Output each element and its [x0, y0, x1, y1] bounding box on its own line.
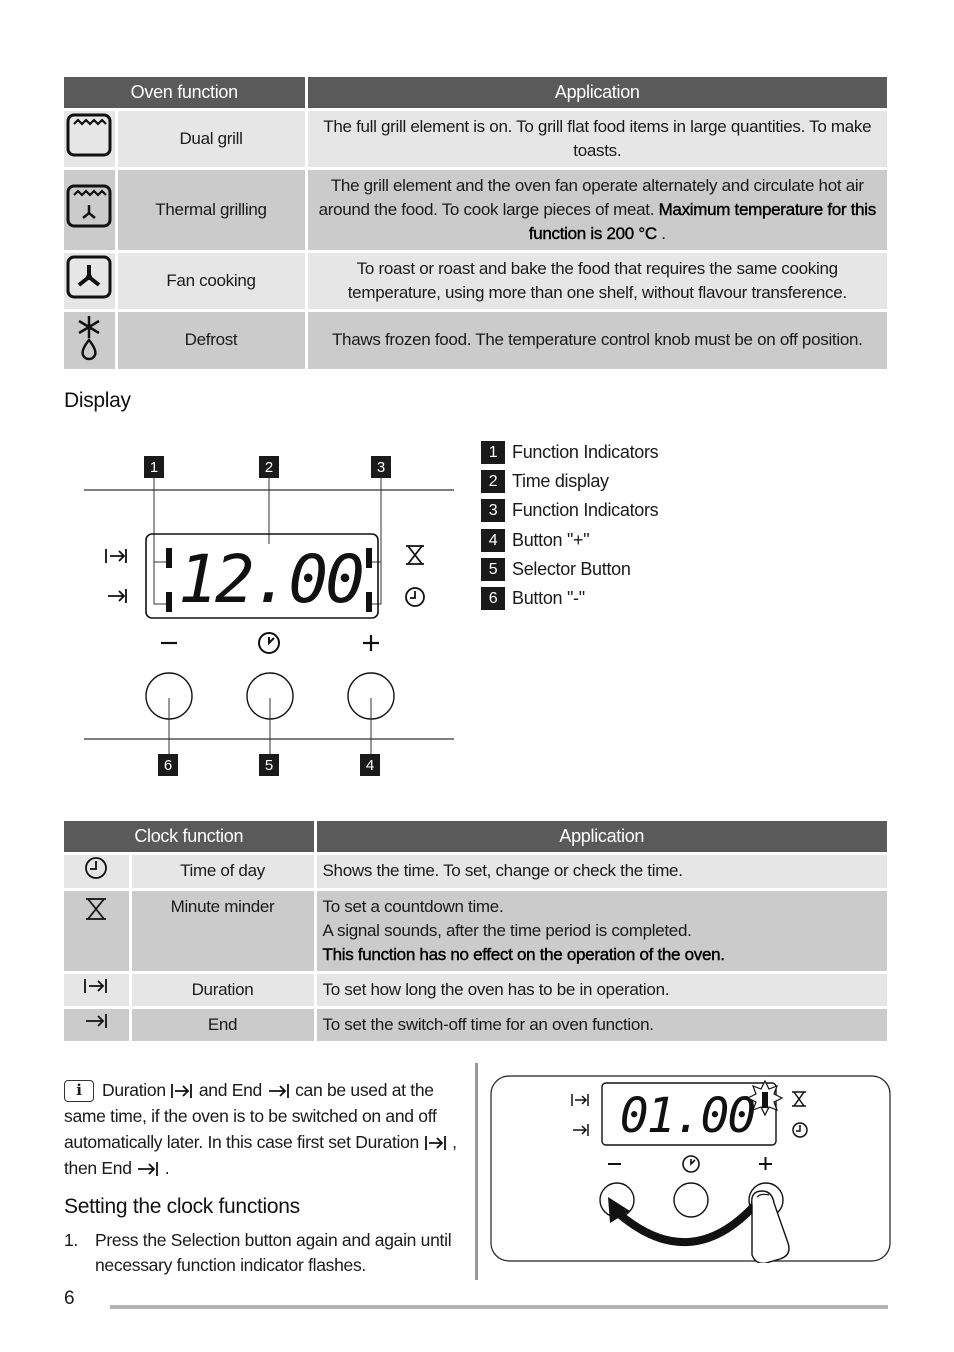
legend-item: 1 Function Indicators — [481, 438, 658, 467]
clock-function-application: To set how long the oven has to be in operation. — [315, 972, 887, 1007]
end-icon — [64, 1007, 130, 1041]
callout-label-6: 6 — [163, 757, 173, 774]
clock-function-name: Minute minder — [130, 889, 315, 972]
time-display: 12.00 — [178, 541, 362, 618]
legend-item: 3 Function Indicators — [481, 496, 658, 525]
oven-function-application: The grill element and the oven fan operate alternately and circulate hot air around the food. To cook large pieces of meat. Maximum temperature for this function is 200 °C . — [306, 168, 887, 251]
selector-icon — [259, 633, 279, 653]
oven-function-application: The full grill element is on. To grill flat food items in large quantities. To make toasts. — [306, 109, 887, 168]
oven-function-name: Dual grill — [116, 109, 306, 168]
oven-function-name: Thermal grilling — [116, 168, 306, 251]
oven-function-application: To roast or roast and bake the food that requires the same cooking temperature, using more than one shelf, without flavour transference. — [306, 251, 887, 310]
duration-icon — [424, 1134, 448, 1152]
clock-icon — [406, 588, 424, 606]
flashing-indicator-icon — [748, 1081, 782, 1115]
callout-label-5: 5 — [264, 757, 274, 774]
display-heading: Display — [64, 389, 131, 412]
clock-icon — [64, 853, 130, 889]
clock-function-name: Duration — [130, 972, 315, 1007]
table-row — [64, 1007, 887, 1041]
hourglass-icon — [64, 889, 130, 972]
thermal-grilling-icon — [64, 168, 116, 251]
dual-grill-icon — [64, 109, 116, 168]
callout-label-1: 1 — [149, 459, 159, 476]
clock-function-name: End — [130, 1007, 315, 1041]
table-row — [64, 251, 887, 310]
example-display-diagram — [490, 1075, 892, 1263]
step-1: 1. Press the Selection button again and again until necessary function indicator flashes. — [64, 1230, 452, 1275]
fan-cooking-icon — [64, 251, 116, 310]
setting-heading: Setting the clock functions — [64, 1195, 300, 1218]
oven-function-name: Fan cooking — [116, 251, 306, 310]
table-row — [64, 168, 887, 251]
plus-icon — [363, 635, 379, 651]
clock-function-name: Time of day — [130, 853, 315, 889]
duration-icon — [64, 972, 130, 1007]
oven-function-header: Oven function — [64, 77, 306, 109]
display-panel-diagram — [80, 452, 460, 782]
example-time-display: 01.00 — [619, 1088, 755, 1144]
oven-function-application: Thaws frozen food. The temperature control knob must be on off position. — [306, 310, 887, 369]
legend-item: 5 Selector Button — [481, 555, 658, 584]
table-row — [64, 972, 887, 1007]
hourglass-icon — [406, 546, 424, 564]
application-header: Application — [315, 821, 887, 853]
info-icon: i — [64, 1080, 94, 1102]
oven-function-table — [64, 77, 887, 369]
selector-button[interactable] — [674, 1183, 708, 1217]
application-header: Application — [306, 77, 887, 109]
legend-item: 4 Button "+" — [481, 526, 658, 555]
clock-function-table — [64, 821, 887, 1041]
clock-function-application: To set a countdown time. A signal sounds, after the time period is completed. This function has no effect on the operation of the oven. — [315, 889, 887, 972]
page-number: 6 — [64, 1288, 75, 1309]
callout-label-2: 2 — [264, 459, 274, 476]
display-legend — [481, 438, 658, 613]
table-row — [64, 109, 887, 168]
table-row — [64, 310, 887, 369]
table-row — [64, 853, 887, 889]
callout-label-3: 3 — [376, 459, 386, 476]
oven-function-name: Defrost — [116, 310, 306, 369]
footer-bar — [110, 1305, 888, 1309]
clock-function-application: Shows the time. To set, change or check the time. — [315, 853, 887, 889]
legend-item: 6 Button "-" — [481, 584, 658, 613]
defrost-icon — [64, 310, 116, 369]
end-icon — [136, 1160, 160, 1178]
clock-function-header: Clock function — [64, 821, 315, 853]
duration-icon — [106, 549, 126, 563]
end-icon — [108, 589, 126, 603]
legend-item: 2 Time display — [481, 467, 658, 496]
callout-label-4: 4 — [365, 757, 375, 774]
end-icon — [267, 1082, 291, 1100]
column-divider — [475, 1063, 478, 1280]
info-note: i Duration and End can be used at the same time, if the oven is to be switched on and off automatically later. In this case first set Duration , then End . — [64, 1080, 457, 1178]
duration-icon — [170, 1082, 194, 1100]
clock-function-application: To set the switch-off time for an oven function. — [315, 1007, 887, 1041]
table-row — [64, 889, 887, 972]
